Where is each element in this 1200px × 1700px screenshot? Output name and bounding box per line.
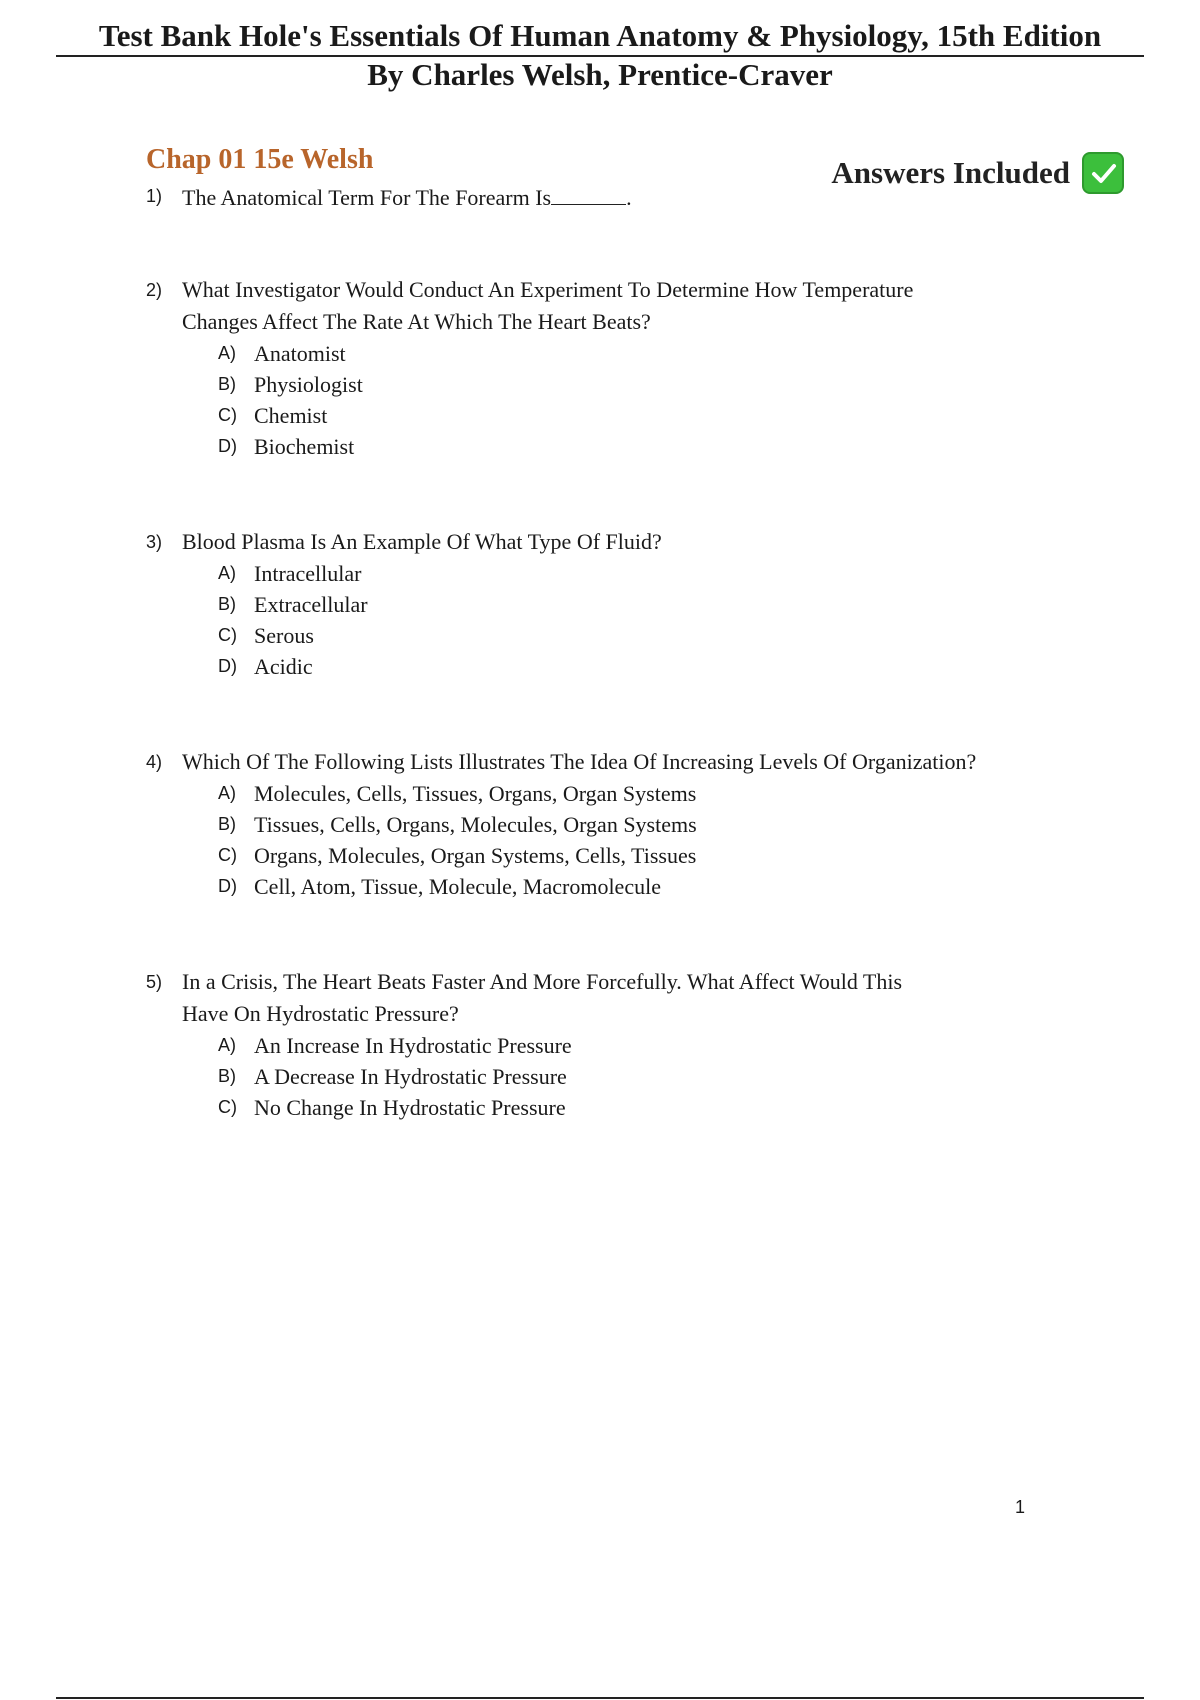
option-a: A) Molecules, Cells, Tissues, Organs, Organ Systems (218, 781, 697, 806)
option-d: D) Cell, Atom, Tissue, Molecule, Macromolecule (218, 874, 661, 899)
question-number: 5) (146, 972, 163, 992)
answers-included-label: Answers Included (831, 155, 1070, 190)
option-d: D) Biochemist (218, 434, 355, 459)
answer-options (218, 1030, 1106, 1123)
question-3 (146, 526, 1106, 682)
option-a: A) Intracellular (218, 561, 362, 586)
question-text: Which Of The Following Lists Illustrates The Idea Of Increasing Levels Of Organization? (182, 749, 977, 774)
answer-options (218, 338, 1106, 462)
option-a: A) Anatomist (218, 341, 346, 366)
answer-options (218, 778, 1106, 902)
question-text: The Anatomical Term For The Forearm Is . (182, 180, 1106, 214)
question-4 (146, 746, 1106, 902)
option-b: B) Physiologist (218, 372, 363, 397)
option-c: C) No Change In Hydrostatic Pressure (218, 1095, 566, 1120)
option-c: C) Chemist (218, 403, 328, 428)
answer-options (218, 558, 1106, 682)
question-number: 4) (146, 752, 163, 772)
page-number: 1 (1015, 1497, 1026, 1517)
option-c: C) Organs, Molecules, Organ Systems, Cells, Tissues (218, 843, 697, 868)
question-text: In a Crisis, The Heart Beats Faster And More Forcefully. What Affect Would This Have On Hydrostatic Pressure? (182, 969, 903, 1026)
option-c: C) Serous (218, 623, 314, 648)
document-header (56, 18, 1144, 93)
question-1 (146, 180, 1106, 214)
question-text: What Investigator Would Conduct An Experiment To Determine How Temperature Changes Affect The Rate At Which The Heart Beats? (182, 277, 914, 334)
option-b: B) Extracellular (218, 592, 368, 617)
document-title: Test Bank Hole's Essentials Of Human Anatomy & Physiology, 15th Edition (56, 18, 1144, 57)
option-b: B) Tissues, Cells, Organs, Molecules, Organ Systems (218, 812, 697, 837)
answer-blank (551, 180, 626, 205)
question-number: 1) (146, 186, 163, 206)
question-text: Blood Plasma Is An Example Of What Type Of Fluid? (182, 529, 662, 554)
question-number: 3) (146, 532, 163, 552)
chapter-title: Chap 01 15e Welsh (146, 144, 374, 175)
document-author: By Charles Welsh, Prentice-Craver (367, 57, 833, 92)
option-a: A) An Increase In Hydrostatic Pressure (218, 1033, 572, 1058)
question-5 (146, 966, 1106, 1123)
question-2 (146, 274, 1106, 462)
option-d: D) Acidic (218, 654, 313, 679)
footer-divider (56, 1697, 1144, 1699)
question-number: 2) (146, 280, 163, 300)
option-b: B) A Decrease In Hydrostatic Pressure (218, 1064, 567, 1089)
